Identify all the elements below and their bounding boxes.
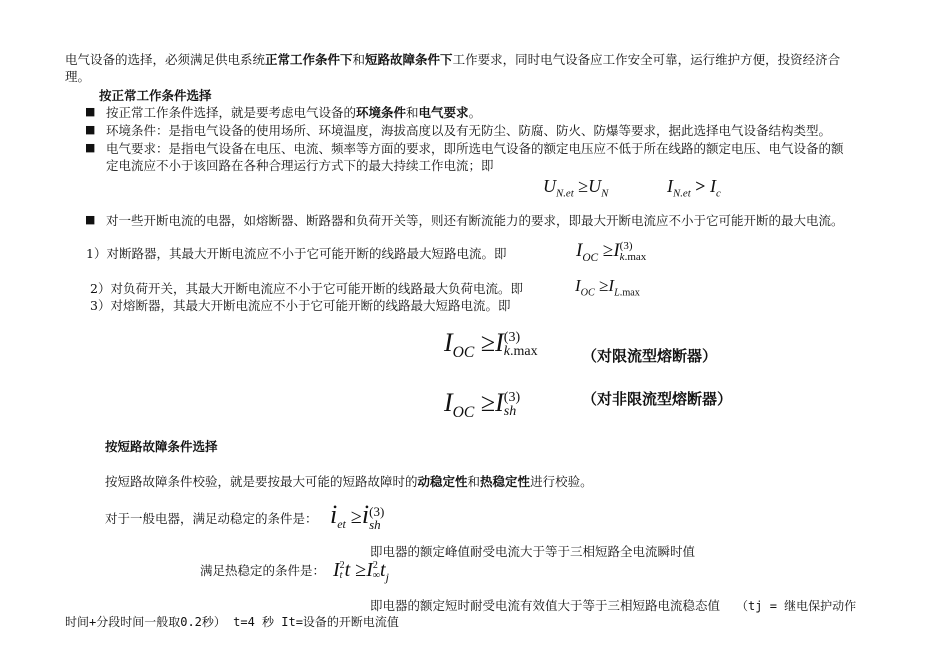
intro-bold-fault: 短路故障条件下 bbox=[365, 52, 453, 67]
bullet1-t3: 。 bbox=[468, 105, 482, 120]
formula-dynamic: $i_{et} \ge i(3)$ sh bbox=[330, 500, 385, 533]
sec2-t2: 和 bbox=[467, 474, 481, 489]
sec2-t1: 按短路故障条件校验，就是要按最大可能的短路故障时的 bbox=[105, 474, 418, 489]
formula-fuse-limiting: $I_{OC} \ge I(3)$ k.max bbox=[444, 328, 538, 362]
formula-thermal: I2 t t ≥I2 $\infty t_j$ bbox=[333, 559, 389, 584]
bullet1-bold-elec: 电气要求 bbox=[418, 105, 469, 120]
bullet4-text: 对一些开断电流的电器，如熔断器、断路器和负荷开关等，则还有断流能力的要求，即最大开断电流应不小于它可能开断的最大电流。 bbox=[106, 213, 844, 228]
bullet1-text bbox=[106, 104, 481, 121]
dynamic-note: 即电器的额定峰值耐受电流大于等于三相短路全电流瞬时值 bbox=[370, 544, 696, 559]
intro-text-4: 理。 bbox=[65, 69, 91, 84]
dynamic-label: 对于一般电器，满足动稳定的条件是： bbox=[105, 511, 318, 526]
sec2-bold-dynamic: 动稳定性 bbox=[417, 474, 468, 489]
thermal-note bbox=[370, 597, 856, 615]
intro-text-3: 工作要求，同时电气设备应工作安全可靠，运行维护方便，投资经济合 bbox=[452, 52, 841, 67]
item1-breaker: 1）对断路器，其最大开断电流应不小于它可能开断的线路最大短路电流。即 bbox=[86, 246, 507, 261]
bullet-marker: ■ bbox=[85, 105, 96, 118]
bullet1-bold-env: 环境条件 bbox=[356, 105, 407, 120]
bullet1-t1: 按正常工作条件选择，就是要考虑电气设备的 bbox=[106, 105, 357, 120]
section1-heading: 按正常工作条件选择 bbox=[99, 88, 212, 103]
bullet3-line1: 电气要求：是指电气设备在电压、电流、频率等方面的要求，即所选电气设备的额定电压应不低于所在线路的额定电压、电气设备的额 bbox=[106, 141, 844, 156]
formula-rated-voltage: $U_{N.et} \ge U_N$ bbox=[543, 176, 609, 200]
formula-fuse-nonlimiting: $I_{OC} \ge I(3)$ sh bbox=[444, 388, 521, 422]
intro-bold-normal: 正常工作条件下 bbox=[265, 52, 353, 67]
thermal-note-main: 即电器的额定短时耐受电流有效值大于等于三相短路电流稳态值 bbox=[370, 598, 721, 613]
formula-breaker: $I_{OC} \ge I(3)$ k.max bbox=[576, 239, 647, 264]
bullet1-t2: 和 bbox=[406, 105, 419, 120]
section2-heading: 按短路故障条件选择 bbox=[105, 439, 218, 454]
intro-text-1: 电气设备的选择，必须满足供电系统 bbox=[65, 52, 266, 67]
item3-fuse: 3）对熔断器，其最大开断电流应不小于它可能开断的线路最大短路电流。即 bbox=[90, 298, 511, 313]
bullet-marker: ■ bbox=[85, 141, 96, 154]
intro-text-2: 和 bbox=[352, 52, 366, 67]
last-line: 时间+分段时间一般取0.2秒） t=4 秒 It=设备的开断电流值 bbox=[65, 615, 399, 629]
sec2-t3: 进行校验。 bbox=[530, 474, 593, 489]
formula-load-switch: $I_{OC} \ge I_{L.max}$ bbox=[575, 276, 640, 299]
item2-load-switch: 2）对负荷开关，其最大开断电流应不小于它可能开断的线路最大负荷电流。即 bbox=[90, 281, 523, 296]
section2-intro bbox=[105, 473, 593, 490]
bullet-marker: ■ bbox=[85, 213, 96, 226]
formula-rated-current: $I_{N.et} > I_c$ bbox=[667, 176, 721, 200]
sec2-bold-thermal: 热稳定性 bbox=[480, 474, 531, 489]
fuse-nonlimiting-label: （对非限流型熔断器） bbox=[582, 390, 733, 408]
thermal-note-tj: （tj = 继电保护动作 bbox=[736, 599, 857, 613]
bullet3-line2: 定电流应不小于该回路在各种合理运行方式下的最大持续工作电流；即 bbox=[106, 158, 494, 173]
bullet-marker: ■ bbox=[85, 123, 96, 136]
bullet2-text: 环境条件：是指电气设备的使用场所、环境温度，海拔高度以及有无防尘、防腐、防火、防爆等要求，据此选择电气设备结构类型。 bbox=[106, 123, 832, 138]
thermal-label: 满足热稳定的条件是： bbox=[200, 563, 326, 578]
fuse-limiting-label: （对限流型熔断器） bbox=[582, 347, 718, 365]
intro-paragraph bbox=[65, 51, 895, 85]
